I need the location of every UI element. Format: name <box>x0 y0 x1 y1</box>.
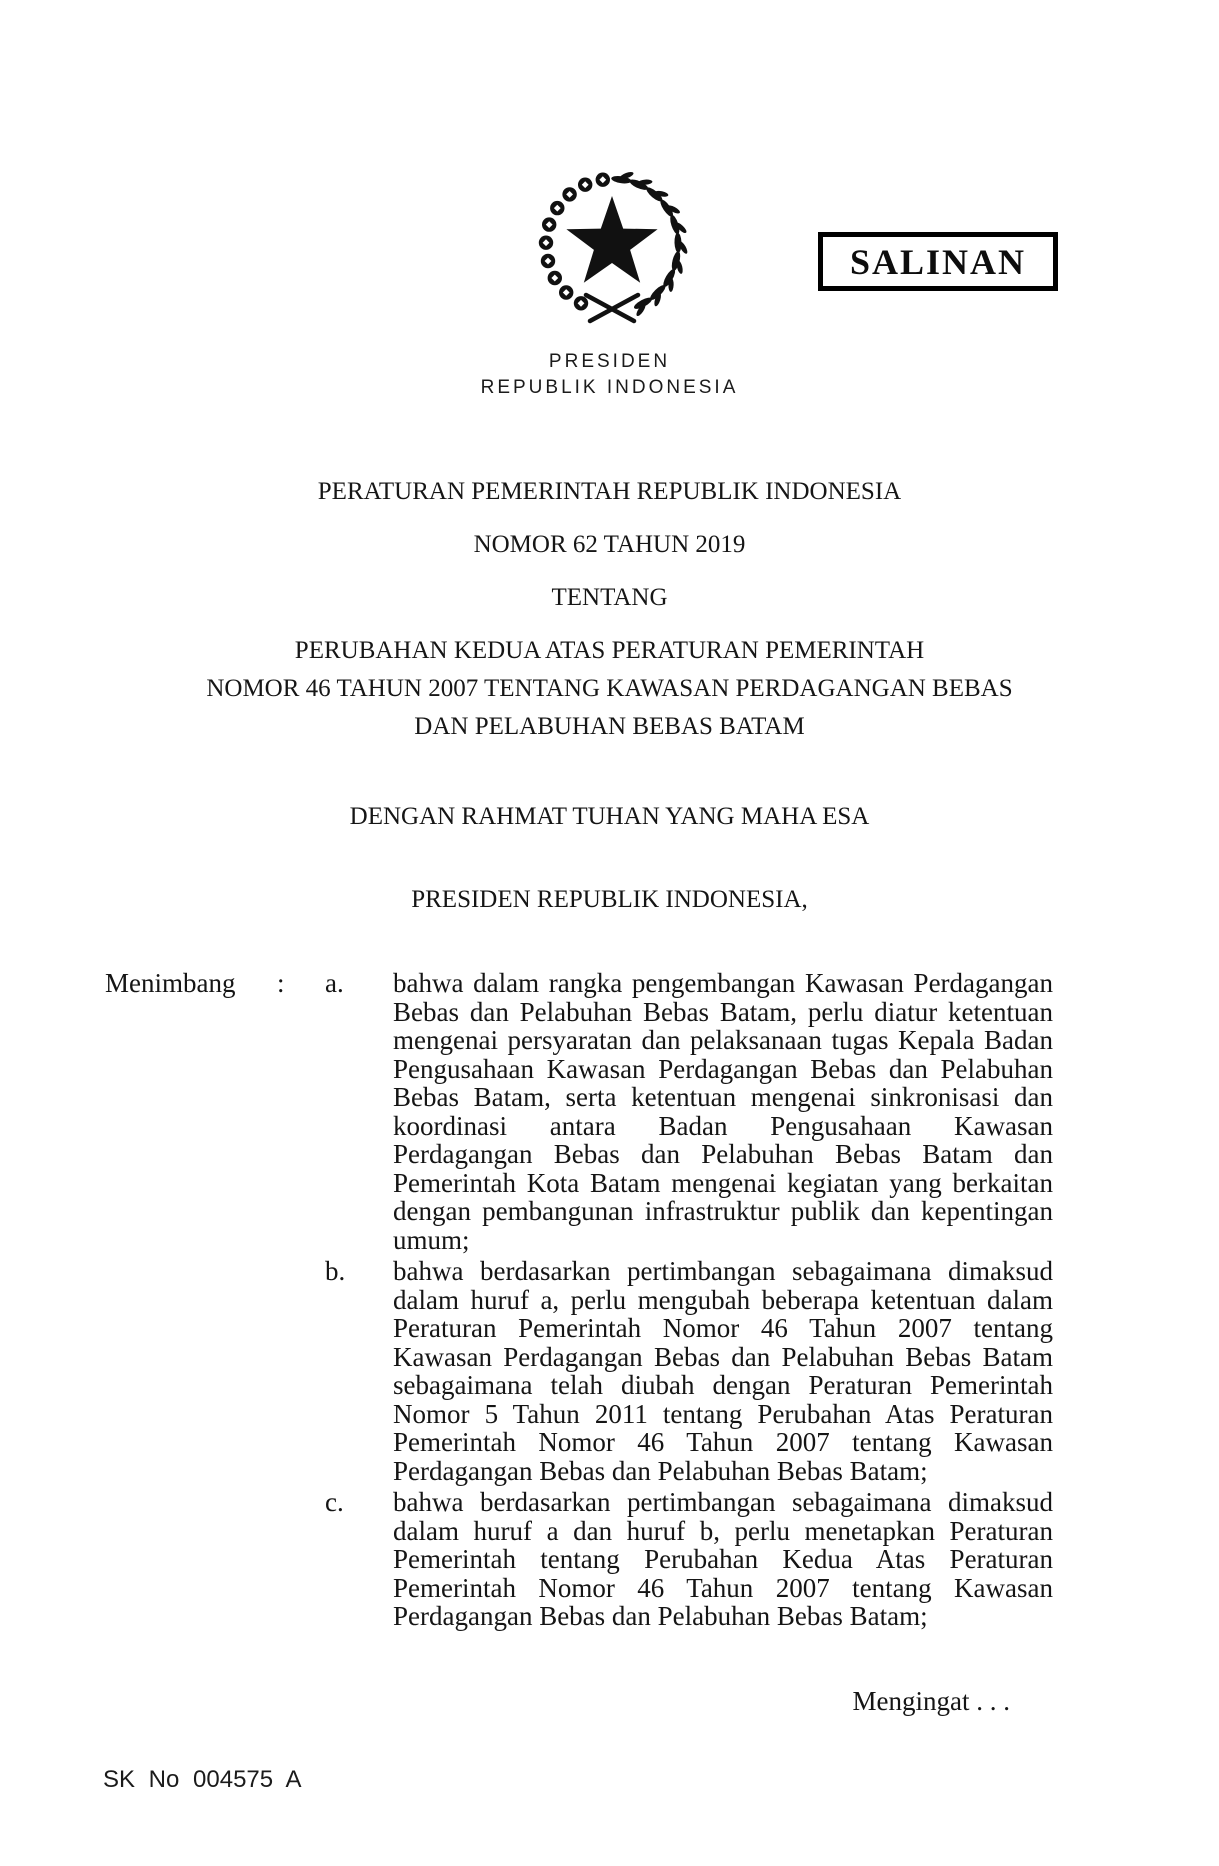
letterhead <box>0 349 1219 401</box>
subject-line-3: DAN PELABUHAN BEBAS BATAM <box>414 713 805 740</box>
item-text: bahwa berdasarkan pertimbangan sebagaimana dimaksud dalam huruf a dan huruf b, perlu menetapkan Peraturan Pemerintah tentang Perubahan Kedua Atas Peraturan Pemerintah Nomor 46 Tahun 2007 tentang Kawasan Perdagangan Bebas dan Pelabuhan Bebas Batam; <box>393 1487 1053 1631</box>
considering-item-a <box>325 969 1053 1254</box>
considering-item-c <box>325 1488 1053 1631</box>
considering-items <box>325 969 1053 1634</box>
item-text: bahwa berdasarkan pertimbangan sebagaimana dimaksud dalam huruf a, perlu mengubah beberapa ketentuan dalam Peraturan Pemerintah Nomor 46 Tahun 2007 tentang Kawasan Perdagangan Bebas dan Pelabuhan Bebas Batam sebagaimana telah diubah dengan Peraturan Pemerintah Nomor 5 Tahun 2011 tentang Perubahan Atas Peraturan Pemerintah Nomor 46 Tahun 2007 tentang Kawasan Perdagangan Bebas dan Pelabuhan Bebas Batam; <box>393 1256 1053 1486</box>
considering-separator: : <box>277 968 285 998</box>
page-code: SK No 004575 A <box>103 1766 302 1793</box>
item-marker: c. <box>325 1487 344 1517</box>
title-block <box>0 473 1219 746</box>
subject-line-1: PERUBAHAN KEDUA ATAS PERATURAN PEMERINTAH <box>294 637 925 664</box>
regulation-subject <box>0 632 1219 746</box>
considering-label: Menimbang <box>105 968 236 998</box>
star-icon <box>566 196 657 283</box>
crossed-stems-icon <box>586 295 638 321</box>
considering-item-b <box>325 1257 1053 1485</box>
regulation-title: PERATURAN PEMERINTAH REPUBLIK INDONESIA <box>317 478 902 505</box>
considering-section <box>105 969 1053 1634</box>
tentang-label: TENTANG <box>551 584 668 611</box>
subject-line-2: NOMOR 46 TAHUN 2007 TENTANG KAWASAN PERDAGANGAN BEBAS <box>206 675 1013 702</box>
presidential-seal-icon <box>532 168 692 330</box>
catchword-mengingat: Mengingat . . . <box>852 1686 1010 1716</box>
item-marker: a. <box>325 968 344 998</box>
salinan-stamp-label: SALINAN <box>849 241 1027 282</box>
item-marker: b. <box>325 1256 346 1286</box>
regulation-number: NOMOR 62 TAHUN 2019 <box>473 531 746 558</box>
letterhead-line-presiden: PRESIDEN <box>548 351 671 372</box>
invocation-line: DENGAN RAHMAT TUHAN YANG MAHA ESA <box>349 803 870 830</box>
salinan-stamp <box>818 232 1058 291</box>
letterhead-line-republik: REPUBLIK INDONESIA <box>480 377 739 398</box>
authority-line: PRESIDEN REPUBLIK INDONESIA, <box>411 886 808 913</box>
item-text: bahwa dalam rangka pengembangan Kawasan Perdagangan Bebas dan Pelabuhan Bebas Batam, perlu diatur ketentuan mengenai persyaratan dan pelaksanaan tugas Kepala Badan Pengusahaan Kawasan Perdagangan Bebas dan Pelabuhan Bebas Batam, serta ketentuan mengenai sinkronisasi dan koordinasi antara Badan Pengusahaan Kawasan Perdagangan Bebas dan Pelabuhan Bebas Batam dan Pemerintah Kota Batam mengenai kegiatan yang berkaitan dengan pembangunan infrastruktur publik dan kepentingan umum; <box>393 968 1053 1255</box>
